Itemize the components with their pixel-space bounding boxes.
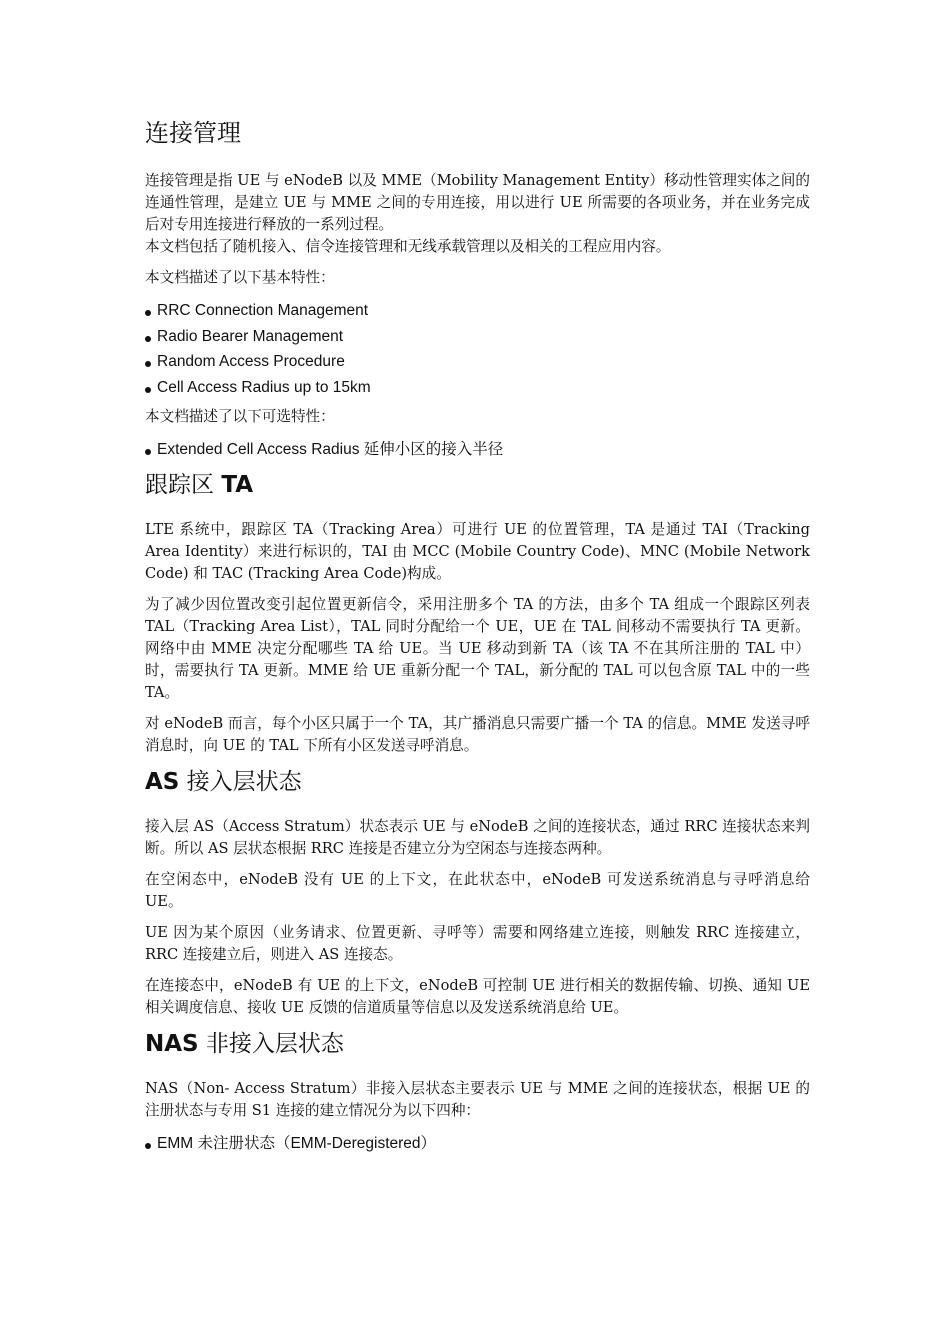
heading-connection-management: 连接管理 <box>145 119 241 147</box>
as-paragraph-2: 在空闲态中，eNodeB 没有 UE 的上下文，在此状态中，eNodeB 可发送系统消息与寻呼消息给 UE。 <box>145 870 810 910</box>
heading-nas-state: NAS 非接入层状态 <box>145 1030 344 1057</box>
conn-paragraph-2: 本文档包括了随机接入、信令连接管理和无线承载管理以及相关的工程应用内容。 <box>145 238 671 255</box>
list-item: Radio Bearer Management <box>145 324 810 350</box>
heading-as-state: AS 接入层状态 <box>145 768 302 795</box>
list-item: Random Access Procedure <box>145 349 810 375</box>
ta-paragraph-3: 对 eNodeB 而言，每个小区只属于一个 TA，其广播消息只需要广播一个 TA 的信息。MME 发送寻呼消息时，向 UE 的 TAL 下所有小区发送寻呼消息。 <box>145 714 810 754</box>
bullet-icon <box>145 361 151 367</box>
as-paragraph-1: 接入层 AS（Access Stratum）状态表示 UE 与 eNodeB 之间的连接状态，通过 RRC 连接状态来判断。所以 AS 层状态根据 RRC 连接是否建立分为空闲态与连接态两种。 <box>145 817 810 857</box>
ta-paragraph-1: LTE 系统中，跟踪区 TA（Tracking Area）可进行 UE 的位置管理，TA 是通过 TAI（Tracking Area Identity）来进行标识的，TAI 由 MCC (Mobile Country Code)、MNC (Mobile Network Code) 和 TAC (Tracking Area Code)构成。 <box>145 520 810 582</box>
list-item: Cell Access Radius up to 15km <box>145 375 810 401</box>
conn-paragraph-1: 连接管理是指 UE 与 eNodeB 以及 MME（Mobility Management Entity）移动性管理实体之间的连通性管理，是建立 UE 与 MME 之间的专用连接，用以进行 UE 所需要的各项业务，并在业务完成后对专用连接进行释放的一系列过程。 <box>145 172 810 233</box>
list-item: Extended Cell Access Radius 延伸小区的接入半径 <box>145 437 810 463</box>
basic-features-list <box>145 298 810 400</box>
bullet-icon <box>145 336 151 342</box>
as-paragraph-3: UE 因为某个原因（业务请求、位置更新、寻呼等）需要和网络建立连接，则触发 RRC 连接建立，RRC 连接建立后，则进入 AS 连接态。 <box>145 923 810 963</box>
heading-tracking-area: 跟踪区 TA <box>145 471 254 498</box>
conn-paragraph-4: 本文档描述了以下可选特性： <box>145 408 335 425</box>
ta-paragraph-2: 为了减少因位置改变引起位置更新信令，采用注册多个 TA 的方法，由多个 TA 组成一个跟踪区列表 TAL（Tracking Area List），TAL 同时分配给一个 UE，UE 在 TAL 间移动不需要执行 TA 更新。网络中由 MME 决定分配哪些 TA 给 UE。当 UE 移动到新 TA（该 TA 不在其所注册的 TAL 中）时，需要执行 TA 更新。MME 给 UE 重新分配一个 TAL，新分配的 TAL 可以包含原 TAL 中的一些 TA。 <box>145 595 810 701</box>
bullet-icon <box>145 387 151 393</box>
optional-features-list <box>145 437 810 463</box>
conn-paragraph-3: 本文档描述了以下基本特性： <box>145 269 335 286</box>
bullet-icon <box>145 1143 151 1149</box>
list-item: RRC Connection Management <box>145 298 810 324</box>
as-paragraph-4: 在连接态中，eNodeB 有 UE 的上下文，eNodeB 可控制 UE 进行相关的数据传输、切换、通知 UE 相关调度信息、接收 UE 反馈的信道质量等信息以及发送系统消息给 UE。 <box>145 976 810 1016</box>
nas-states-list <box>145 1131 810 1157</box>
list-item: EMM 未注册状态（EMM-Deregistered） <box>145 1131 810 1157</box>
document-page <box>145 100 810 1162</box>
bullet-icon <box>145 449 151 455</box>
bullet-icon <box>145 310 151 316</box>
nas-paragraph-1: NAS（Non- Access Stratum）非接入层状态主要表示 UE 与 MME 之间的连接状态，根据 UE 的注册状态与专用 S1 连接的建立情况分为以下四种： <box>145 1079 810 1119</box>
